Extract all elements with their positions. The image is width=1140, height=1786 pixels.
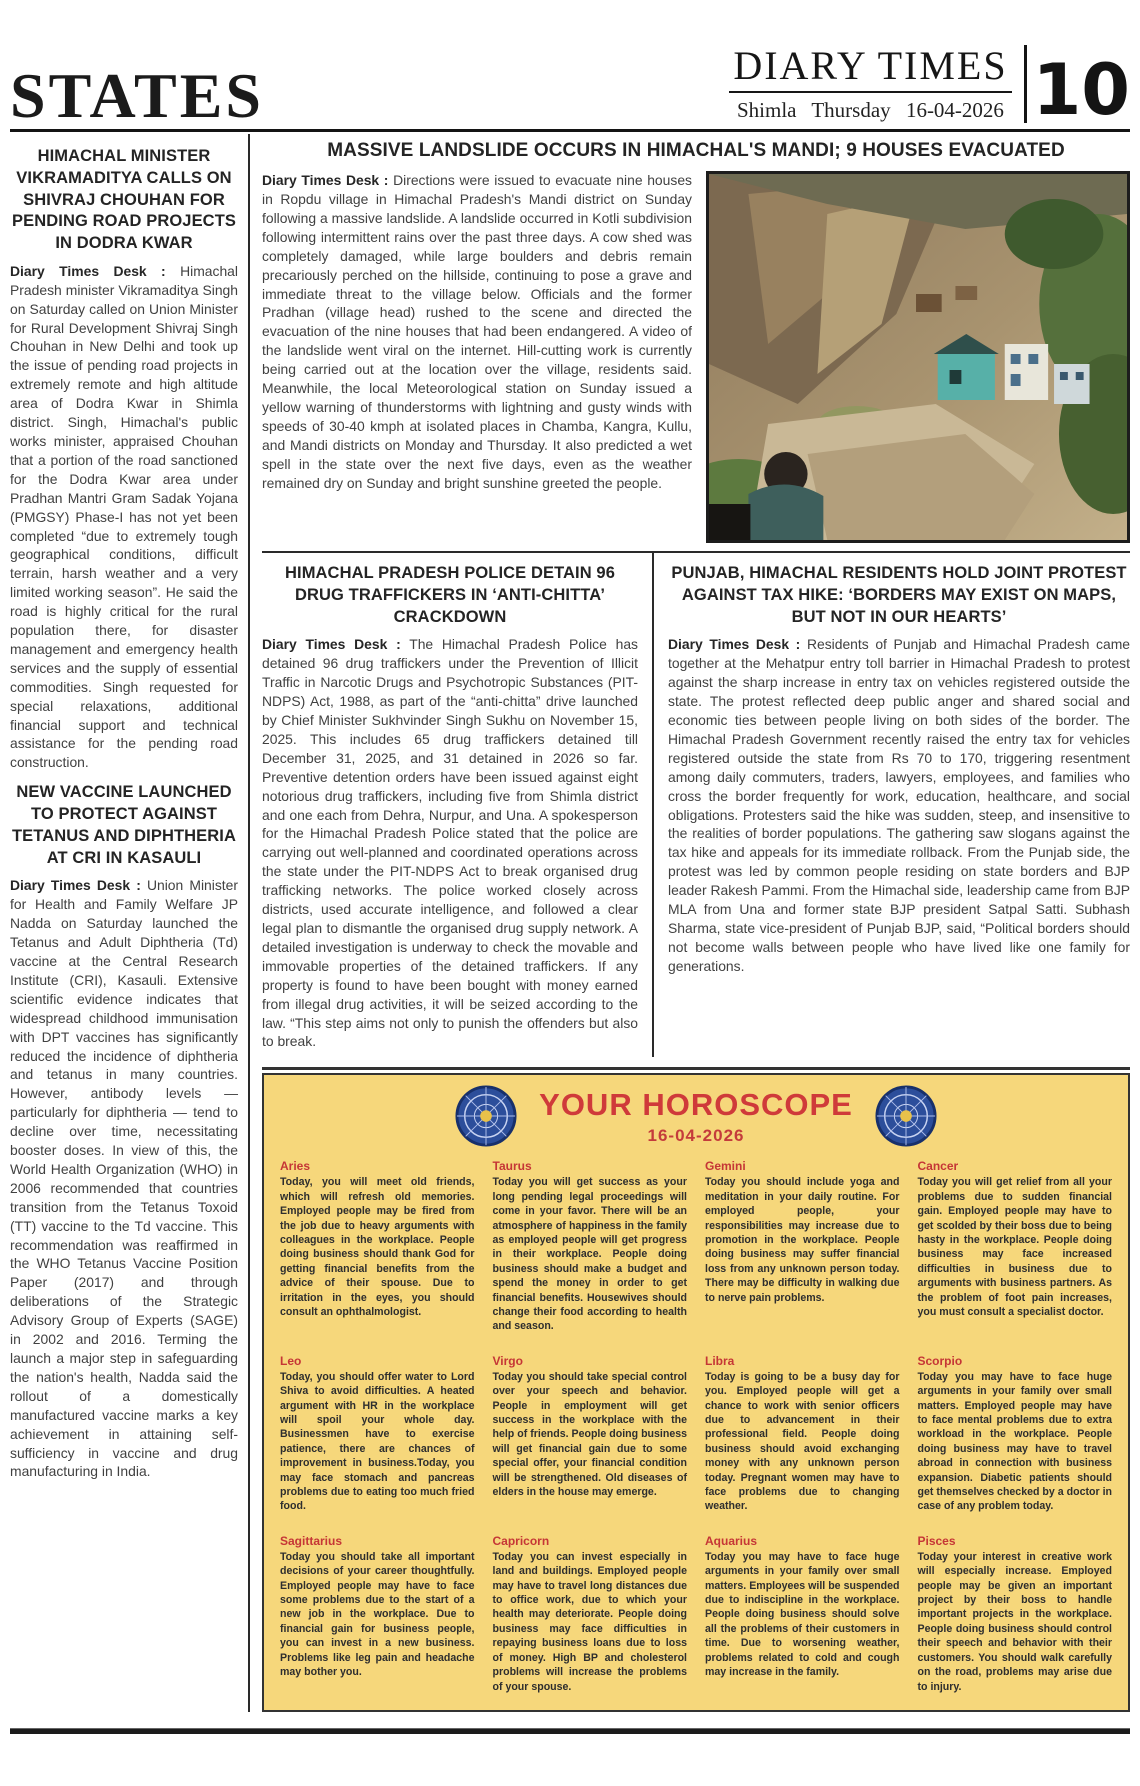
article-headline: PUNJAB, HIMACHAL RESIDENTS HOLD JOINT PROTEST AGAINST TAX HIKE: ‘BORDERS MAY EXIST ON MAPS, BUT NOT IN OUR HEARTS’	[671, 564, 1127, 626]
article-vaccine-launch	[10, 782, 238, 1481]
byline: Diary Times Desk :	[262, 636, 401, 653]
content-area	[10, 134, 1130, 1712]
byline: Diary Times Desk :	[10, 877, 141, 894]
horoscope-sign-pisces	[918, 1534, 1113, 1694]
sign-name: Gemini	[705, 1159, 746, 1174]
byline: Diary Times Desk :	[10, 262, 166, 279]
sign-name: Cancer	[917, 1159, 959, 1174]
horoscope-section	[262, 1067, 1130, 1712]
body-text: Directions were issued to evacuate nine houses in Ropdu village in Himachal Pradesh's Mandi district on Sunday following a massive landslide. A landslide occurred in Kotli subdivision following intermittent rains over the past three days. A cow shed was completely damaged, while large boulders and debris remain precariously perched on the hillside, continuing to pose a grave and immediate threat to the village below. Officials and the former Pradhan (village head) rushed to the scene and directed the evacuation of the nine houses that had been endangered. A video of the landslide went viral on the internet. Hill-cutting work is currently being carried out at the location over the village, residents said. Meanwhile, the local Meteorological station on Sunday issued a yellow warning of thunderstorms with lightning and gusty winds with speeds of 30-40 kmph at isolated places in Chamba, Kangra, Kullu, and Mandi districts on Monday and Thursday. It also predicted a wet spell in the state over the next five days, even as the weather remained dry on Sunday and bright sunshine greeted the people.	[262, 172, 692, 491]
horoscope-sign-aquarius	[705, 1534, 900, 1694]
zodiac-wheel-icon	[875, 1085, 937, 1147]
article-headline: NEW VACCINE LAUNCHED TO PROTECT AGAINST TETANUS AND DIPHTHERIA AT CRI IN KASAULI	[11, 783, 237, 867]
sign-name: Scorpio	[917, 1353, 963, 1368]
sign-text: Today you will get success as your long pending legal proceedings will come in your favor. There will be an atmosphere of happiness in the family as employed people will get progress in their workplace. People doing business should make a budget and spend the money in order to get financial benefits. Housewives should change their food according to health and season.	[492, 1176, 687, 1333]
article-landslide	[262, 138, 1130, 543]
article-police-crackdown	[262, 553, 654, 1057]
sign-name: Aries	[280, 1159, 311, 1174]
body-text: Himachal Pradesh minister Vikramaditya Singh on Saturday called on Union Minister for Rural Development Shivraj Singh Chouhan in New Delhi and took up the issue of pending road projects in extremely remote and high altitude area of Dodra Kwar in Shimla district. Singh, Himachal's public works minister, appraised Chouhan that a portion of the road sanctioned for the Dodra Kwar area under Pradhan Mantri Gram Sadak Yojana (PMGSY) Phase-I has not yet been completed “due to extremely tough geographical conditions, difficult terrain, harsh weather and a very limited working season”. He said the road is highly critical for the rural population there, for disaster management and emergency health services and the supply of essential commodities. Singh requested for special relaxations, additional financial support and technical assistance for the pending road construction.	[10, 262, 238, 771]
sign-text: Today you should take special control over your speech and behavior. People in employment will get success in the workplace with the help of friends. People doing business will get financial gain due to some special offer, your financial condition will be strengthened. Old diseases of elders in the house may emerge.	[492, 1370, 687, 1499]
page-header	[10, 6, 1130, 132]
sign-text: Today you should take all important decisions of your career thoughtfully. Employed people may have to face some problems due to the start of a new job in the workplace. Due to financial gain for business people, you can invest in a new business. Problems like leg pain and headache may bother you.	[280, 1550, 475, 1679]
horoscope-date: 16-04-2026	[647, 1125, 745, 1145]
horoscope-grid	[280, 1159, 1112, 1694]
horoscope-sign-capricorn	[493, 1534, 688, 1694]
sign-name: Capricorn	[492, 1533, 550, 1548]
article-tax-protest	[654, 553, 1130, 1057]
article-headline: HIMACHAL PRADESH POLICE DETAIN 96 DRUG TRAFFICKERS IN ‘ANTI-CHITTA’ CRACKDOWN	[285, 564, 615, 626]
article-minister-roads	[10, 146, 238, 772]
article-body	[668, 635, 1130, 975]
sign-text: Today you will get relief from all your problems due to sudden financial gain. Employed people may have to get scolded by their boss due to being hasty in the workplace. People doing business may face increased difficulties in business due to arguments with business partners. As the problem of foot pain increases, you must consult a specialist doctor.	[917, 1176, 1112, 1318]
byline: Diary Times Desk :	[668, 636, 801, 653]
horoscope-sign-virgo	[493, 1354, 688, 1514]
dateline-day: Thursday	[811, 98, 891, 122]
sign-text: Today your interest in creative work will especially increase. Employed people may be given an important project by their boss to handle important projects in the workplace. People doing business should control their speech and behavior with their customers. You should walk carefully on the road, problems may arise due to injury.	[917, 1550, 1112, 1693]
masthead-title: DIARY TIMES	[729, 45, 1011, 93]
sign-name: Libra	[705, 1353, 735, 1368]
article-body	[262, 171, 692, 492]
body-text: Residents of Punjab and Himachal Pradesh came together at the Mehatpur entry toll barrier in Himachal Pradesh to protest against the sharp increase in entry tax on vehicles registered outside the state. The protest reflected deep public anger and shared social and economic ties between people living on both sides of the border. The Himachal Pradesh Government recently raised the entry tax for vehicles registered outside the state from Rs 70 to 170, triggering resentment among daily commuters, traders, lawyers, employees, and families who cross the border frequently for work, education, healthcare, and social obligations. Protesters said the hike was sudden, steep, and insensitive to the realities of border populations. The gathering saw slogans against the tax hike and appeals for its immediate rollback. From the Punjab side, the protest was led by common people residing on state borders and BJP leader Rakesh Pammi. From the Himachal side, leadership came from BJP MLA from Una and former state BJP president Satpal Satti. Subhash Sharma, state vice-president of Punjab BJP, said, “Political borders should not become walls between people who have lived like one family for generations.	[668, 636, 1130, 974]
sign-text: Today you can invest especially in land and buildings. Employed people may have to travel long distances due to office work, due to which your health may deteriorate. People doing business may face difficulties in repaying business loans due to loss of money. High BP and cholesterol problems will increase the problems of your spouse.	[492, 1550, 687, 1693]
sign-name: Sagittarius	[280, 1533, 343, 1548]
horoscope-sign-aries	[280, 1159, 475, 1333]
horoscope-sign-leo	[280, 1354, 475, 1514]
dateline-place: Shimla	[736, 98, 797, 122]
horoscope-sign-sagittarius	[280, 1534, 475, 1694]
horoscope-sign-scorpio	[918, 1354, 1113, 1514]
section-title: STATES	[10, 59, 264, 131]
page-number: 10	[1024, 45, 1130, 123]
horoscope-sign-libra	[705, 1354, 900, 1514]
article-body	[10, 262, 238, 772]
sign-name: Virgo	[492, 1353, 523, 1368]
horoscope-box	[262, 1073, 1130, 1712]
article-body	[262, 635, 638, 1051]
left-column	[10, 134, 250, 1712]
masthead-block	[729, 43, 1130, 131]
sign-text: Today, you will meet old friends, which will refresh old memories. Employed people may be fired from the job due to heavy arguments with colleagues in the workplace. People doing business should thank God for getting financial benefits from the advice of their spouse. Due to irritation in the eyes, you should consult an ophthalmologist.	[280, 1176, 475, 1318]
sign-name: Aquarius	[705, 1533, 758, 1548]
sign-text: Today is going to be a busy day for you. Employed people will get a chance to work with senior officers due to advancement in their professional field. People doing business should avoid exchanging money with any unknown person today. Pregnant women may have to face problems due to changing weather.	[705, 1370, 900, 1513]
sign-text: Today you may have to face huge arguments in your family over small matters. Employees will be suspended due to indiscipline in the workplace. People doing business should solve all the problems of their customers in time. Due to worsening weather, problems related to cold and cough may increase in the family.	[705, 1550, 900, 1679]
dateline-date: 16-04-2026	[905, 98, 1004, 122]
article-headline: MASSIVE LANDSLIDE OCCURS IN HIMACHAL'S MANDI; 9 HOUSES EVACUATED	[327, 140, 1065, 161]
main-area	[250, 134, 1130, 1712]
horoscope-sign-taurus	[493, 1159, 688, 1333]
sign-name: Pisces	[917, 1533, 956, 1548]
landslide-photo	[706, 171, 1130, 543]
sign-text: Today you should include yoga and meditation in your daily routine. For employed people, your responsibilities may increase due to promotion in the workplace. People doing business may suffer financial loss from any unknown person today. There may be difficulty in walking due to nerve pain problems.	[705, 1176, 900, 1304]
sign-name: Taurus	[492, 1159, 532, 1174]
body-text: Union Minister for Health and Family Welfare JP Nadda on Saturday launched the Tetanus and Adult Diphtheria (Td) vaccine at the Central Research Institute (CRI), Kasauli. Extensive scientific evidence indicates that widespread childhood immunisation with DPT vaccines has significantly reduced the incidence of diphtheria and tetanus in many countries. However, antibody levels — particularly for diphtheria — tend to decline over time, necessitating booster doses. In view of this, the World Health Organization (WHO) in 2006 recommended that countries transition from the Tetanus Toxoid (TT) vaccine to the Td vaccine. This recommendation was reaffirmed in the WHO Tetanus Vaccine Position Paper (2017) and through deliberations of the Strategic Advisory Group of Experts (SAGE) in 2002 and 2016. Terming the launch a major step in safeguarding the nation's health, Nadda said the rollout of a domestically manufactured vaccine marks a key achievement in attaining self-sufficiency in vaccine and drug manufacturing in India.	[10, 877, 239, 1480]
sign-name: Leo	[280, 1353, 302, 1368]
horoscope-title: YOUR HOROSCOPE	[539, 1086, 853, 1122]
dateline	[729, 93, 1011, 123]
sign-text: Today you may have to face huge arguments in your family over small matters. Employed people may have to face mental problems due to extra workload in the workplace. People doing business may have to travel abroad in connection with business expansion. Diabetic patients should get themselves checked by a doctor in case of any problem today.	[917, 1370, 1112, 1513]
zodiac-wheel-icon	[455, 1085, 517, 1147]
byline: Diary Times Desk :	[262, 172, 389, 189]
article-body	[10, 876, 238, 1481]
horoscope-sign-cancer	[918, 1159, 1113, 1333]
body-text: The Himachal Pradesh Police has detained 96 drug traffickers under the Prevention of Illicit Traffic in Narcotic Drugs and Psychotropic Substances (PIT-NDPS) Act, 1988, as part of the “anti-chitta” drive launched by Chief Minister Sukhvinder Singh Sukhu on November 15, 2025. This includes 65 drug traffickers detained till December 31, 2025, and 31 detained in 2026 so far. Preventive detention orders have been issued against eight notorious drug traffickers, including five from Shimla district and one each from Dehra, Nurpur, and Una. A spokesperson for the Himachal Pradesh Police stated that the police are carrying out well-planned and coordinated operations across the state under the PIT-NDPS Act to break organised drug trafficking networks. The police worked closely across districts, used accurate intelligence, and followed a clear legal plan to dismantle the organised drug supply network. A detailed investigation is underway to check the movable and immovable properties of the detained traffickers. If any property is found to have been bought with money earned from illegal drug activities, it will be seized according to the law. “This step aims not only to punish the offenders but also to break.	[262, 636, 638, 1050]
page-bottom-rule	[10, 1728, 1130, 1734]
horoscope-sign-gemini	[705, 1159, 900, 1333]
sign-text: Today, you should offer water to Lord Shiva to avoid difficulties. A heated argument with HR in the workplace will spoil your whole day. Businessmen have to exercise patience, there are chances of improvement in business.Today, you may face stomach and pancreas problems due to eating too much fried food.	[280, 1370, 475, 1513]
article-headline: HIMACHAL MINISTER VIKRAMADITYA CALLS ON SHIVRAJ CHOUHAN FOR PENDING ROAD PROJECTS IN DODRA KWAR	[12, 147, 236, 253]
